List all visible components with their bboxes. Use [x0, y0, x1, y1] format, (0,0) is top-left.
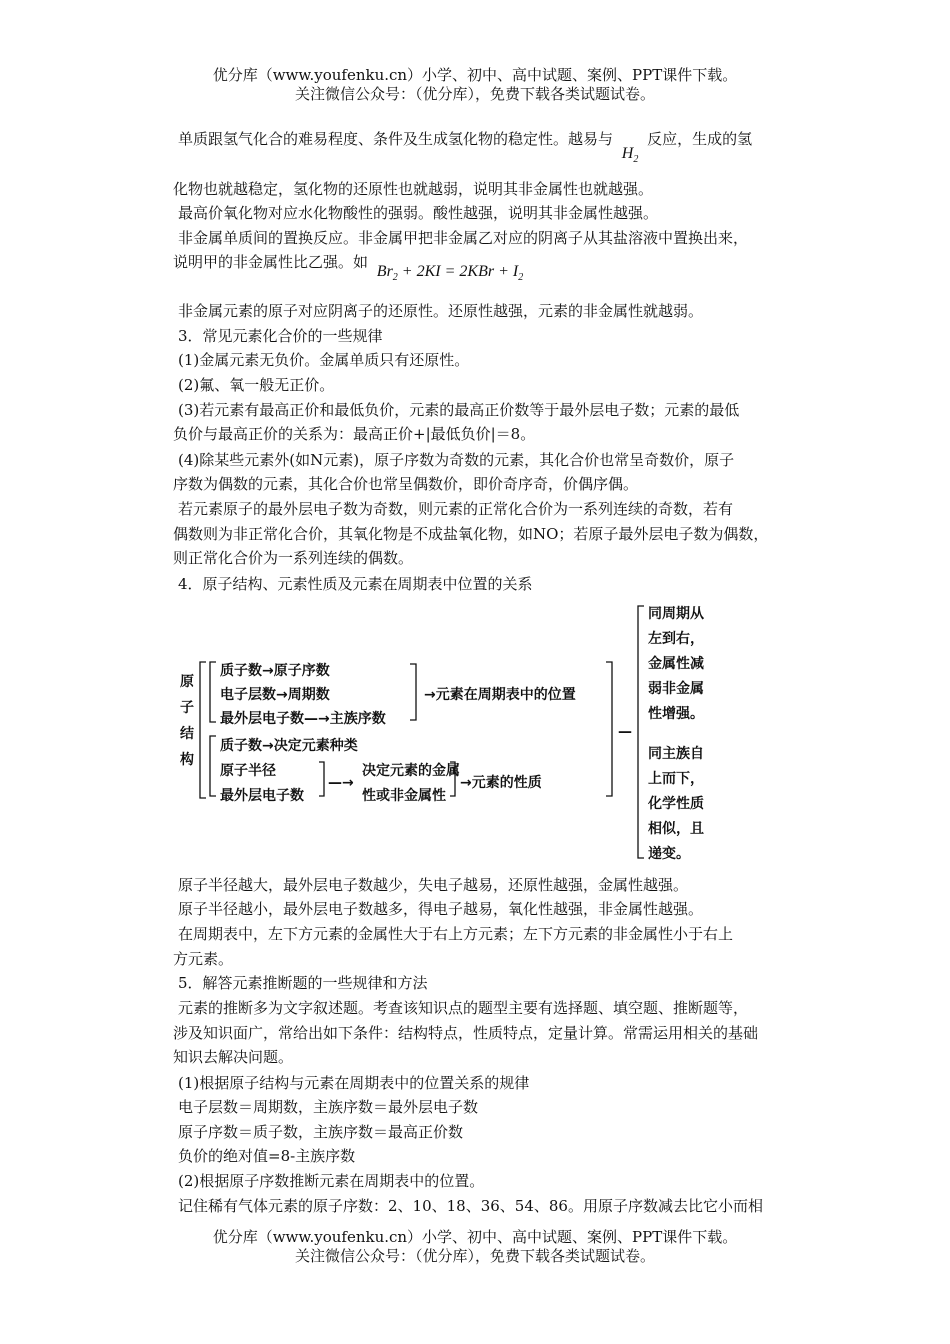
- bracket-root: [200, 662, 206, 798]
- section-heading-5: 5．解答元素推断题的一些规律和方法: [178, 974, 428, 992]
- paragraph-line: (2)氟、氧一般无正价。: [178, 376, 335, 394]
- root-char: 子: [180, 700, 194, 716]
- paragraph-line: (1)金属元素无负价。金属单质只有还原性。: [178, 351, 470, 369]
- paragraph-line: 在周期表中，左下方元素的金属性大于右上方元素；左下方元素的非金属性小于右上: [178, 925, 734, 943]
- paragraph-line: 非金属单质间的置换反应。非金属甲把非金属乙对应的阴离子从其盐溶液中置换出来，: [178, 229, 749, 247]
- paragraph-line: 方元素。: [173, 950, 234, 968]
- paragraph-hydrogen: [178, 130, 818, 166]
- bracket-g2: [210, 736, 216, 796]
- text: 单质跟氢气化合的难易程度、条件及生成氢化物的稳定性。越易与: [178, 130, 614, 148]
- paragraph-line: 则正常化合价为一系列连续的偶数。: [173, 549, 414, 567]
- bracket-g2-inner: [319, 762, 324, 796]
- h2-formula: [621, 145, 639, 166]
- paragraph-line: 电子层数＝周期数，主族序数＝最外层电子数: [178, 1098, 479, 1116]
- paragraph-line: 负价与最高正价的关系为：最高正价+|最低负价|＝8。: [173, 425, 536, 443]
- right-line: 弱非金属: [648, 681, 704, 697]
- right-line: 相似，且: [648, 821, 704, 837]
- formula-sub: 2: [633, 154, 639, 166]
- paragraph-line: 化物也就越稳定，氢化物的还原性也就越弱，说明其非金属性也就越强。: [173, 180, 654, 198]
- paragraph-line: (4)除某些元素外(如N元素)，原子序数为奇数的元素，其化合价也常呈奇数价，原子: [178, 451, 735, 469]
- g1-item: 电子层数→周期数: [220, 687, 330, 703]
- right-line: 性增强。: [648, 706, 704, 722]
- text: 反应，生成的氢: [647, 130, 753, 148]
- paragraph-line: (3)若元素有最高正价和最低负价，元素的最高正价数等于最外层电子数；元素的最低: [178, 401, 740, 419]
- structure-diagram: [172, 600, 732, 870]
- paragraph-line: 偶数则为非正常化合价，其氧化物是不成盐氧化物，如NO；若原子最外层电子数为偶数，: [173, 525, 769, 543]
- paragraph-line: 负价的绝对值=8-主族序数: [178, 1147, 356, 1165]
- eq-sub: 2: [392, 272, 398, 284]
- paragraph-line: 原子半径越小，最外层电子数越多，得电子越易，氧化性越强，非金属性越强。: [178, 900, 704, 918]
- formula-h: H: [621, 145, 634, 162]
- footer-line-1: 优分库（www.youfenku.cn）小学、初中、高中试题、案例、PPT课件下载。: [212, 1228, 738, 1246]
- g2-top: 质子数→决定元素种类: [220, 738, 358, 754]
- right-line: 递变。: [648, 846, 690, 862]
- right-line: 左到右，: [648, 631, 704, 647]
- right-line: 上而下，: [648, 771, 704, 787]
- g2-result: →元素的性质: [460, 775, 542, 791]
- right-line: 同主族自: [648, 746, 704, 762]
- section-heading-3: 3．常见元素化合价的一些规律: [178, 327, 383, 345]
- paragraph-line: [173, 253, 813, 284]
- right-line: 化学性质: [648, 796, 704, 812]
- section-heading-4: 4．原子结构、元素性质及元素在周期表中位置的关系: [178, 575, 533, 593]
- equation: [376, 263, 524, 284]
- paragraph-line: 原子半径越大，最外层电子数越少，失电子越易，还原性越强，金属性越强。: [178, 876, 689, 894]
- connector-dash: —: [618, 724, 632, 740]
- footer-line-2: 关注微信公众号：（优分库），免费下载各类试题试卷。: [294, 1247, 655, 1265]
- root-char: 结: [180, 726, 194, 742]
- header-line-1: 优分库（www.youfenku.cn）小学、初中、高中试题、案例、PPT课件下载。: [212, 66, 738, 84]
- text: 说明甲的非金属性比乙强。如: [173, 253, 369, 271]
- g2-mid: 性或非金属性: [362, 788, 446, 804]
- right-line: 同周期从: [648, 606, 704, 622]
- paragraph-line: 元素的推断多为文字叙述题。考查该知识点的题型主要有选择题、填空题、推断题等，: [178, 999, 749, 1017]
- paragraph-line: (1)根据原子结构与元素在周期表中的位置关系的规律: [178, 1074, 530, 1092]
- right-line: 金属性减: [648, 656, 704, 672]
- paragraph-line: 记住稀有气体元素的原子序数：2、10、18、36、54、86。用原子序数减去比它小而相: [178, 1197, 763, 1215]
- paragraph-line: 若元素原子的最外层电子数为奇数，则元素的正常化合价为一系列连续的奇数，若有: [178, 500, 734, 518]
- header-line-2: 关注微信公众号：（优分库），免费下载各类试题试卷。: [294, 85, 655, 103]
- paragraph-line: 知识去解决问题。: [173, 1048, 294, 1066]
- paragraph-line: 原子序数＝质子数，主族序数＝最高正价数: [178, 1123, 464, 1141]
- root-char: 构: [180, 752, 194, 768]
- g2-b: 最外层电子数: [220, 788, 304, 804]
- g2-a: 原子半径: [220, 763, 276, 779]
- paragraph-line: (2)根据原子序数推断元素在周期表中的位置。: [178, 1172, 485, 1190]
- bracket-g1-close: [410, 664, 416, 720]
- bracket-right: [638, 606, 644, 858]
- bracket-g1: [210, 662, 216, 722]
- paragraph-line: 序数为偶数的元素，其化合价也常呈偶数价，即价奇序奇，价偶序偶。: [173, 475, 639, 493]
- eq-rest: + 2KI = 2KBr + I: [401, 263, 519, 280]
- paragraph-line: 涉及知识面广，常给出如下条件：结构特点，性质特点，定量计算。常需运用相关的基础: [173, 1024, 759, 1042]
- g2-mid: 决定元素的金属: [362, 763, 460, 779]
- bracket-main-close: [606, 662, 612, 796]
- g2-arrow: —→: [328, 775, 354, 791]
- eq-br: Br: [376, 263, 393, 280]
- g1-item: 质子数→原子序数: [220, 663, 330, 679]
- root-char: 原: [180, 674, 194, 690]
- paragraph-line: 最高价氧化物对应水化物酸性的强弱。酸性越强，说明其非金属性越强。: [178, 204, 659, 222]
- paragraph-line: 非金属元素的原子对应阴离子的还原性。还原性越强，元素的非金属性就越弱。: [178, 302, 704, 320]
- g1-item: 最外层电子数—→主族序数: [220, 711, 386, 727]
- eq-sub: 2: [518, 272, 524, 284]
- g1-result: →元素在周期表中的位置: [424, 687, 576, 703]
